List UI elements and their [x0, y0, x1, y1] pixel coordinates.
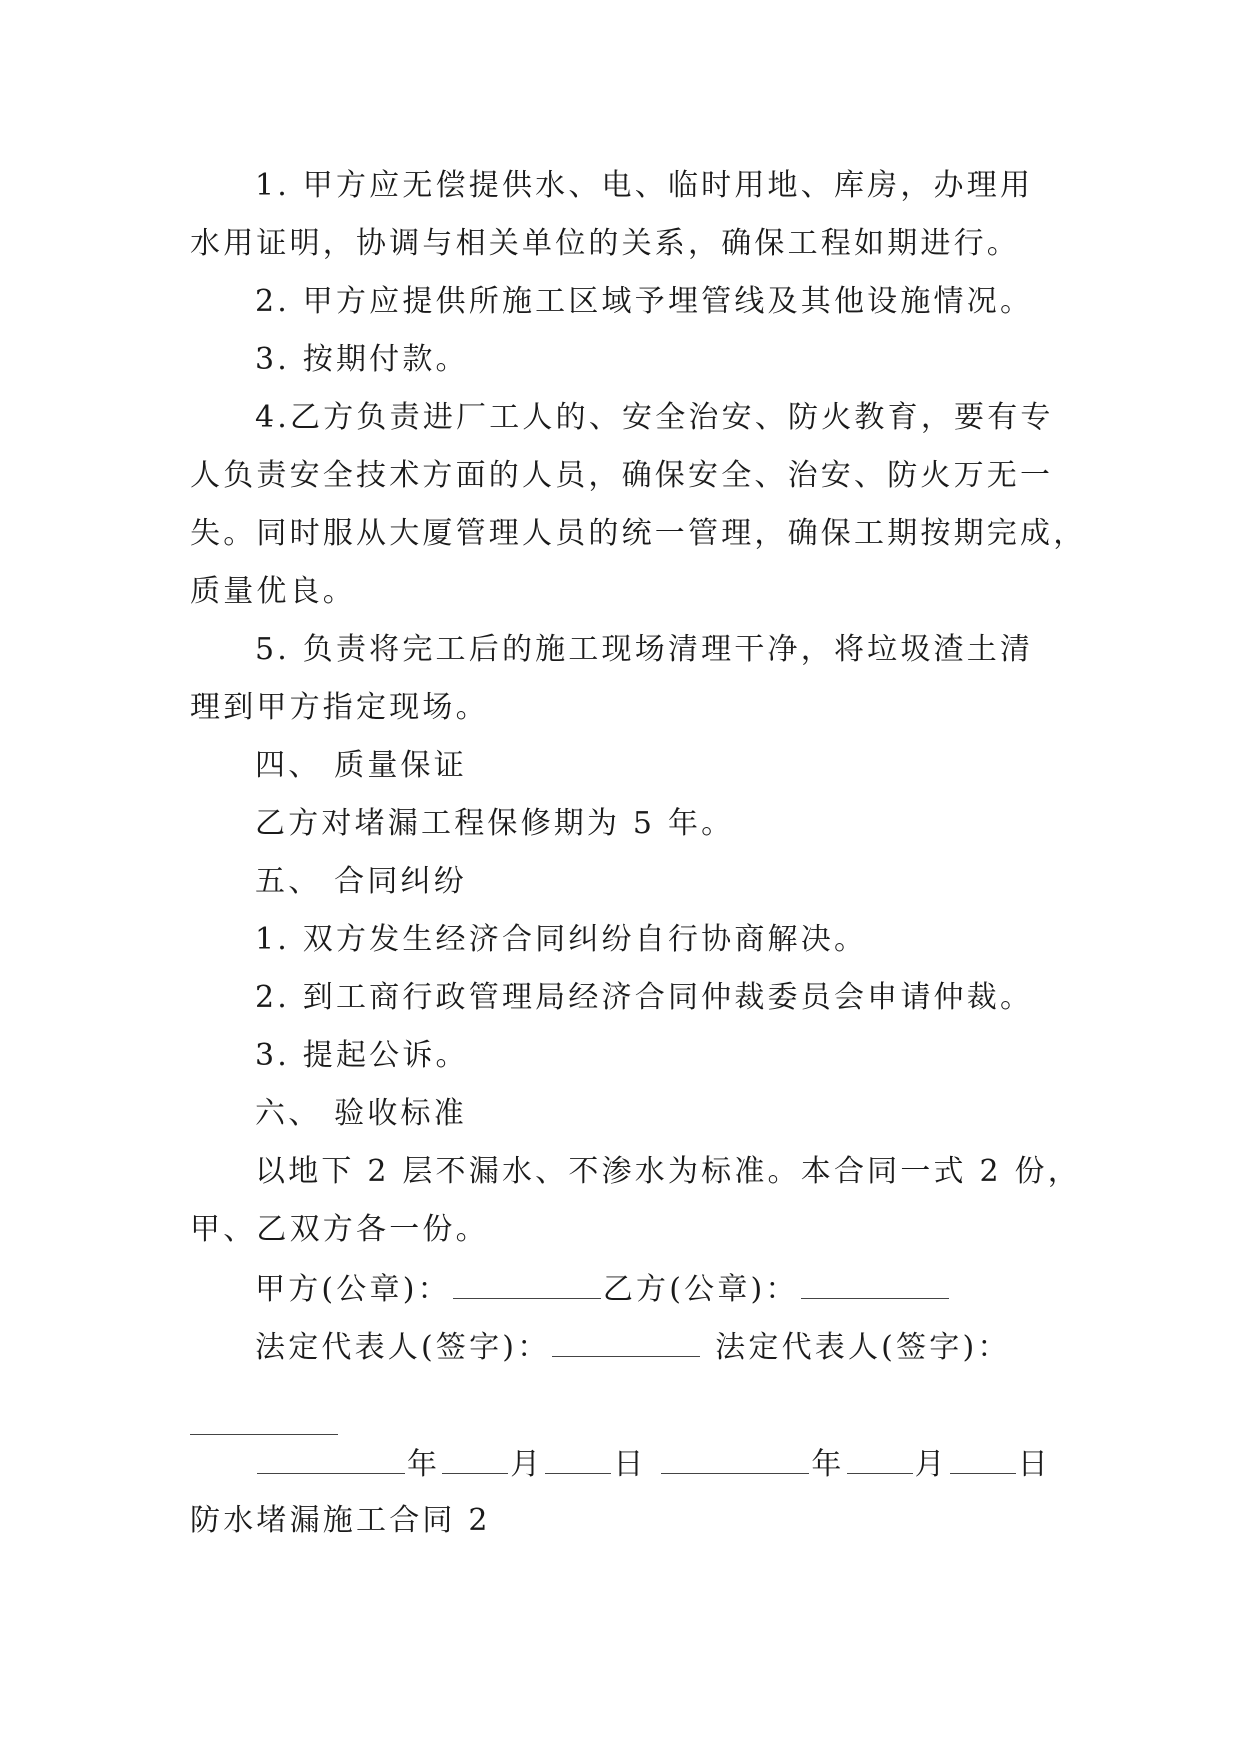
- party-a-rep-label: 法定代表人(签字)：: [255, 1330, 551, 1365]
- warranty-text: 乙方对堵漏工程保修期为 5 年。: [255, 806, 735, 841]
- party-a-seal-label: 甲方(公章)：: [255, 1272, 451, 1307]
- date-a-month-label: 月: [510, 1447, 544, 1482]
- date-a-day-label: 日: [613, 1447, 647, 1482]
- clause-a5-line1: 5. 负责将完工后的施工现场清理干净，将垃圾渣土清: [255, 632, 1034, 667]
- date-b-month-blank[interactable]: [847, 1443, 913, 1474]
- clause-a4-line2: 人负责安全技术方面的人员，确保安全、治安、防火万无一: [190, 458, 1054, 493]
- next-contract-title: 防水堵漏施工合同 2: [190, 1503, 491, 1538]
- party-b-seal-blank[interactable]: [801, 1268, 949, 1299]
- party-a-rep-blank[interactable]: [552, 1326, 700, 1357]
- section-heading-disputes: 五、 合同纠纷: [255, 864, 467, 899]
- party-b-rep-label: 法定代表人(签字)：: [715, 1330, 1011, 1365]
- party-b-seal-label: 乙方(公章)：: [602, 1272, 799, 1307]
- party-b-rep-blank[interactable]: [190, 1434, 338, 1435]
- seal-row: [255, 1268, 1070, 1310]
- acceptance-text-line1: 以地下 2 层不漏水、不渗水为标准。本合同一式 2 份，: [255, 1154, 1081, 1189]
- date-a-year-blank[interactable]: [257, 1443, 405, 1474]
- clause-a4-line1: 4.乙方负责进厂工人的、安全治安、防火教育，要有专: [255, 400, 1054, 435]
- dispute-clause-3: 3. 提起公诉。: [255, 1038, 469, 1073]
- dispute-clause-2: 2. 到工商行政管理局经济合同仲裁委员会申请仲裁。: [255, 980, 1034, 1015]
- clause-a4-line4: 质量优良。: [190, 574, 356, 609]
- date-b-day-blank[interactable]: [950, 1443, 1016, 1474]
- clause-a3: 3. 按期付款。: [255, 342, 469, 377]
- party-a-seal-blank[interactable]: [453, 1268, 601, 1299]
- acceptance-text-line2: 甲、乙双方各一份。: [190, 1212, 489, 1247]
- representative-row: [255, 1326, 1070, 1368]
- section-heading-quality: 四、 质量保证: [255, 748, 467, 783]
- clause-a1-line2: 水用证明，协调与相关单位的关系，确保工程如期进行。: [190, 226, 1020, 261]
- section-heading-acceptance: 六、 验收标准: [255, 1096, 467, 1131]
- clause-a5-line2: 理到甲方指定现场。: [190, 690, 489, 725]
- dispute-clause-1: 1. 双方发生经济合同纠纷自行协商解决。: [255, 922, 868, 957]
- date-a-month-blank[interactable]: [442, 1443, 508, 1474]
- date-a-day-blank[interactable]: [545, 1443, 611, 1474]
- date-a-year-label: 年: [407, 1447, 441, 1482]
- clause-a4-line3: 失。同时服从大厦管理人员的统一管理，确保工期按期完成，: [190, 516, 1087, 551]
- clause-a2: 2. 甲方应提供所施工区域予埋管线及其他设施情况。: [255, 284, 1034, 319]
- date-b-day-label: 日: [1017, 1447, 1051, 1482]
- date-b-month-label: 月: [914, 1447, 948, 1482]
- date-row: [255, 1443, 1070, 1485]
- date-b-year-label: 年: [811, 1447, 845, 1482]
- clause-a1-line1: 1. 甲方应无偿提供水、电、临时用地、库房，办理用: [255, 168, 1034, 203]
- date-b-year-blank[interactable]: [661, 1443, 809, 1474]
